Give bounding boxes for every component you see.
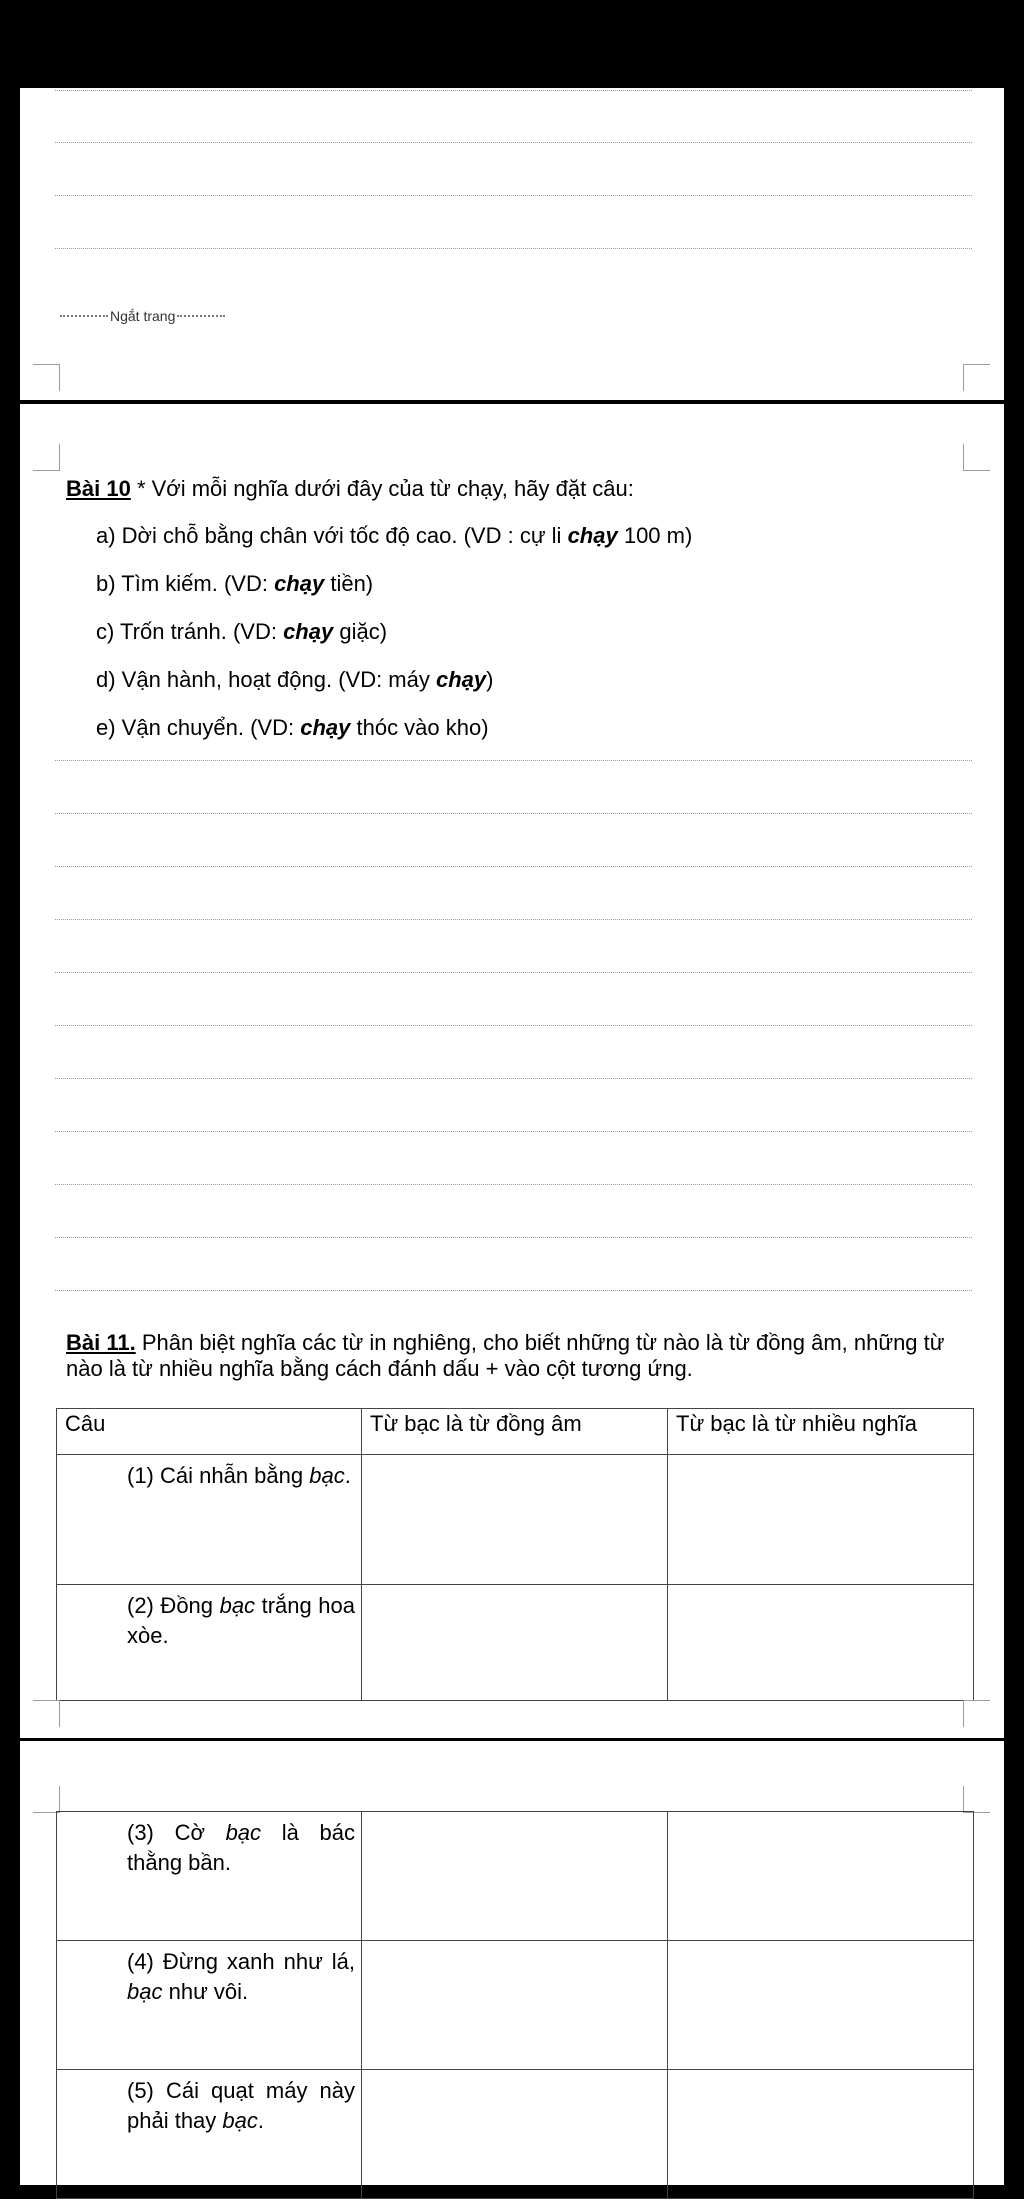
column-header-nhieu-nghia: Từ bạc là từ nhiều nghĩa (668, 1409, 974, 1455)
crop-mark (963, 444, 990, 471)
table-row (57, 1941, 974, 2070)
writing-line (55, 813, 972, 814)
answer-cell-nhieu-nghia[interactable] (668, 1585, 974, 1701)
answer-cell-nhieu-nghia[interactable] (668, 1941, 974, 2070)
writing-line (55, 1131, 972, 1132)
table-row (57, 1812, 974, 1941)
writing-line (55, 1078, 972, 1079)
exercise-10-option-d: d) Vận hành, hoạt động. (VD: máy chạy) (96, 667, 494, 692)
sentence-cell: (3) Cờ bạc là bác thằng bần. (57, 1812, 362, 1941)
table-row (57, 2070, 974, 2199)
column-header-dong-am: Từ bạc là từ đồng âm (362, 1409, 668, 1455)
table-row (57, 1585, 974, 1701)
exercise-11-heading: Bài 11. Phân biệt nghĩa các từ in nghiêng, cho biết những từ nào là từ đồng âm, những từ nào là từ nhiều nghĩa bằng cách đánh dấu + vào cột tương ứng. (66, 1330, 945, 1381)
exercise-10-option-c: c) Trốn tránh. (VD: chạy giặc) (96, 619, 388, 644)
answer-cell-dong-am[interactable] (362, 1585, 668, 1701)
crop-mark (33, 444, 60, 471)
answer-cell-dong-am[interactable] (362, 1455, 668, 1585)
writing-line (55, 1025, 972, 1026)
writing-line (55, 142, 972, 143)
writing-line (55, 919, 972, 920)
crop-mark (33, 1700, 60, 1727)
crop-mark (963, 1786, 990, 1813)
exercise-11-table (56, 1408, 974, 1701)
table-row (57, 1455, 974, 1585)
writing-line (55, 972, 972, 973)
column-header-cau: Câu (57, 1409, 362, 1455)
table-header-row (57, 1409, 974, 1455)
sentence-cell: (4) Đừng xanh như lá, bạc như vôi. (57, 1941, 362, 2070)
sentence-cell: (5) Cái quạt máy này phải thay bạc. (57, 2070, 362, 2199)
answer-cell-nhieu-nghia[interactable] (668, 1812, 974, 1941)
exercise-10-option-b: b) Tìm kiếm. (VD: chạy tiền) (96, 571, 374, 596)
answer-cell-nhieu-nghia[interactable] (668, 1455, 974, 1585)
page-break-marker: Ngắt trang (60, 308, 225, 324)
writing-line (55, 195, 972, 196)
writing-line (55, 248, 972, 249)
answer-cell-dong-am[interactable] (362, 2070, 668, 2199)
document-page-3 (20, 1741, 1004, 2185)
writing-line (55, 760, 972, 761)
crop-mark (33, 1786, 60, 1813)
sentence-cell: (2) Đồng bạc trắng hoa xòe. (57, 1585, 362, 1701)
crop-mark (963, 364, 990, 391)
answer-cell-dong-am[interactable] (362, 1812, 668, 1941)
sentence-cell: (1) Cái nhẫn bằng bạc. (57, 1455, 362, 1585)
writing-line (55, 1184, 972, 1185)
writing-line (55, 866, 972, 867)
document-page-1 (20, 88, 1004, 400)
exercise-10-heading: Bài 10 * Với mỗi nghĩa dưới đây của từ chạy, hãy đặt câu: (66, 476, 634, 501)
exercise-10-option-a: a) Dời chỗ bằng chân với tốc độ cao. (VD : cự li chạy 100 m) (96, 523, 693, 548)
writing-line (55, 1290, 972, 1291)
answer-cell-nhieu-nghia[interactable] (668, 2070, 974, 2199)
crop-mark (963, 1700, 990, 1727)
crop-mark (33, 364, 60, 391)
writing-line (55, 90, 972, 91)
writing-line (55, 1237, 972, 1238)
exercise-10-option-e: e) Vận chuyển. (VD: chạy thóc vào kho) (96, 715, 489, 740)
document-page-2 (20, 404, 1004, 1738)
answer-cell-dong-am[interactable] (362, 1941, 668, 2070)
exercise-11-table-continued (56, 1811, 974, 2199)
